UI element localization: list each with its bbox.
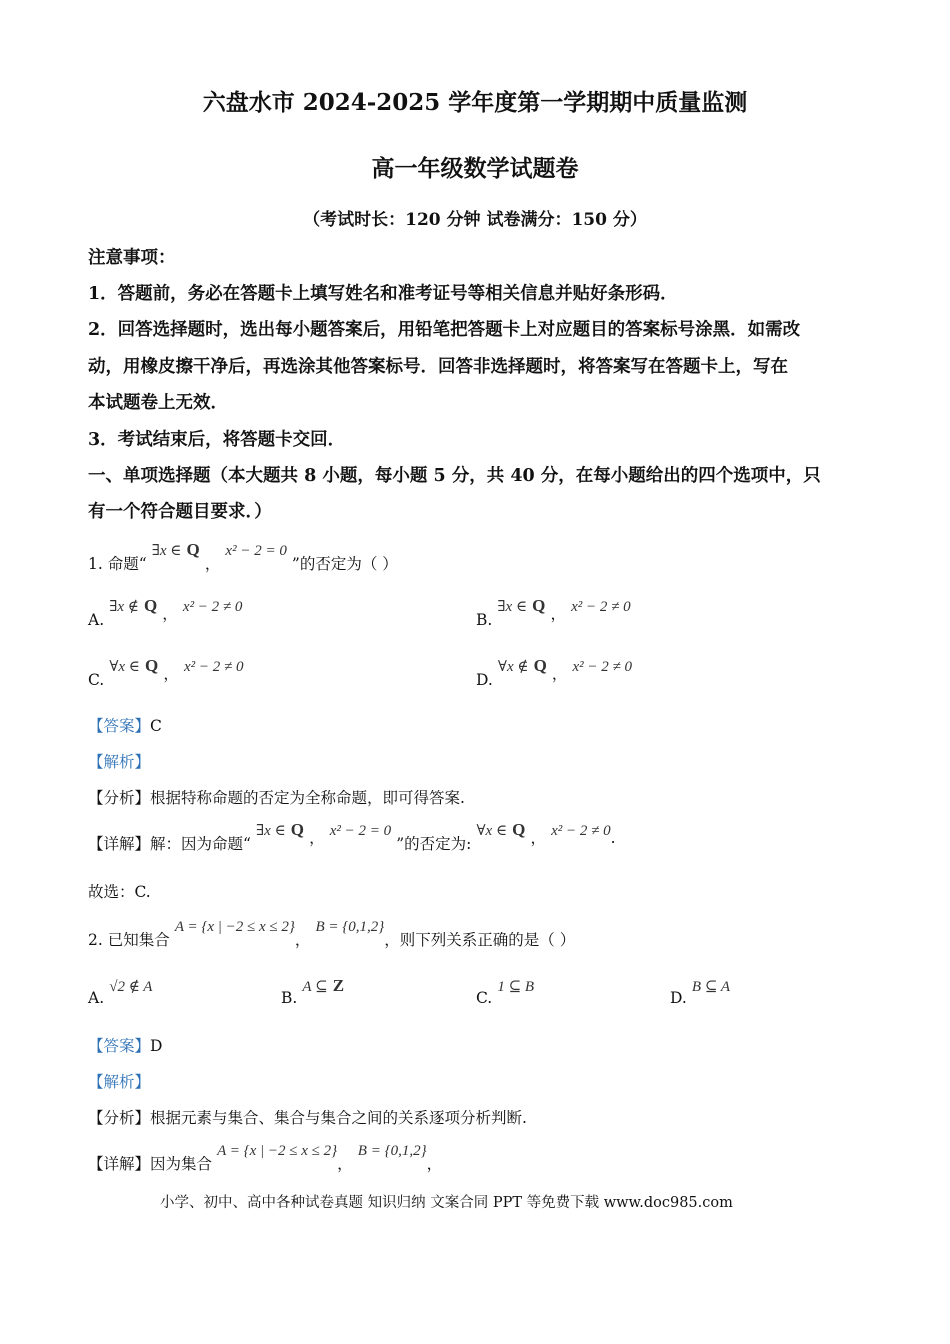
option-math: B ⊆ A [691, 979, 731, 995]
q1-option-d[interactable] [476, 654, 633, 689]
option-set: Q [145, 656, 159, 675]
fenxi-text: 根据特称命题的否定为全称命题，即可得答案. [150, 789, 465, 807]
fenxi-text: 根据元素与集合、集合与集合之间的关系逐项分析判断. [150, 1109, 527, 1127]
detail-prefix: 解：因为命题“ [150, 835, 251, 853]
exam-subtitle: 高一年级数学试题卷 [371, 155, 579, 182]
answer-tag: 【答案】 [88, 717, 151, 735]
q2-set-a: A = {x | −2 ≤ x ≤ 2} [174, 919, 295, 935]
q1-math-exists: ∃x ∈ [151, 543, 182, 559]
notes-item-2-line-3: 本试题卷上无效． [88, 393, 228, 413]
detail-set: Q [512, 820, 526, 839]
fenxi-tag: 【分析】 [88, 1109, 151, 1127]
detail-sep: ， [309, 829, 325, 847]
notes-item-2-line-1: 2．回答选择题时，选出每小题答案后，用铅笔把答题卡上对应题目的答案标号涂黑．如需改 [88, 320, 801, 340]
detail-mid: ”的否定为: [396, 835, 472, 853]
q2-option-b[interactable] [281, 976, 345, 1007]
option-set: Q [532, 596, 546, 615]
option-label: C. [88, 671, 105, 689]
option-set: Q [143, 596, 158, 615]
detail-prefix: 因为集合 [150, 1155, 213, 1173]
option-set: Q [533, 656, 547, 675]
option-sep: ， [163, 665, 179, 683]
q1-comma: ， [204, 555, 221, 573]
option-math: ∀x ∈ [109, 659, 140, 675]
notes-heading: 注意事项： [88, 248, 176, 268]
option-math: x² − 2 ≠ 0 [182, 599, 243, 615]
option-math: ∃x ∈ [497, 599, 528, 615]
q1-option-b[interactable] [476, 594, 631, 629]
detail-end: ， [426, 1155, 443, 1173]
option-math: x² − 2 ≠ 0 [183, 659, 244, 675]
notes-item-2-line-2: 动，用橡皮擦干净后，再选涂其他答案标号．回答非选择题时，将答案写在答题卡上，写在 [88, 357, 788, 377]
detail-math: x² − 2 ≠ 0 [551, 823, 611, 839]
option-math: ∃x ∉ [109, 599, 139, 615]
option-label: A. [88, 611, 105, 629]
notes-item-3: 3．考试结束后，将答题卡交回． [88, 430, 346, 450]
q2-analysis-tag: 【解析】 [88, 1073, 151, 1091]
answer-value: D [150, 1037, 163, 1055]
detail-tag: 【详解】 [88, 1155, 151, 1173]
q1-math-equation: x² − 2 = 0 [225, 543, 287, 559]
notes-item-1: 1．答题前，务必在答题卡上填写姓名和准考证号等相关信息并贴好条形码． [88, 284, 678, 304]
q2-option-d[interactable] [670, 976, 731, 1007]
q2-detail [88, 1138, 443, 1173]
option-math: ∀x ∉ [497, 659, 529, 675]
section-1-line-1: 一、单项选择题（本大题共 8 小题，每小题 5 分，共 40 分，在每小题给出的四个选项中，只 [88, 466, 821, 486]
option-sep: ， [550, 605, 567, 623]
option-math: A ⊆ [302, 979, 328, 995]
q1-conclusion: 故选：C. [88, 883, 151, 901]
question-1 [88, 538, 398, 573]
option-math: √2 ∉ A [109, 979, 153, 995]
option-sep: ， [162, 605, 178, 623]
option-label: A. [88, 989, 105, 1007]
answer-tag: 【答案】 [88, 1037, 151, 1055]
page-footer: 小学、初中、高中各种试卷真题 知识归纳 文案合同 PPT 等免费下载 www.doc985.com [160, 1195, 733, 1211]
q1-option-c[interactable] [88, 654, 244, 689]
q2-option-c[interactable] [476, 976, 535, 1007]
q1-answer [88, 714, 162, 736]
detail-set: Q [290, 820, 305, 839]
q1-detail [88, 818, 616, 853]
q2-comma: ， [294, 931, 311, 949]
detail-sep: ， [530, 829, 546, 847]
section-1-line-2: 有一个符合题目要求．） [88, 502, 272, 522]
detail-set-a: A = {x | −2 ≤ x ≤ 2} [217, 1143, 338, 1159]
option-label: B. [476, 611, 493, 629]
option-label: C. [476, 989, 493, 1007]
q2-prefix: 2. 已知集合 [88, 931, 170, 949]
option-label: D. [476, 671, 493, 689]
exam-info: （考试时长：120 分钟 试卷满分：150 分） [303, 210, 647, 230]
detail-math: x² − 2 = 0 [329, 823, 392, 839]
question-2 [88, 914, 576, 949]
detail-math: ∀x ∈ [476, 823, 508, 839]
option-sep: ， [551, 665, 568, 683]
q2-fenxi [88, 1106, 527, 1128]
exam-title: 六盘水市 2024-2025 学年度第一学期期中质量监测 [202, 89, 748, 116]
detail-set-b: B = {0,1,2} [357, 1143, 427, 1159]
q1-analysis-tag: 【解析】 [88, 753, 151, 771]
q1-suffix: ”的否定为（ ） [291, 555, 398, 573]
detail-sep: ， [337, 1155, 353, 1173]
q1-fenxi [88, 786, 465, 808]
option-math: x² − 2 ≠ 0 [572, 659, 633, 675]
option-math: 1 ⊆ B [497, 979, 535, 995]
fenxi-tag: 【分析】 [88, 789, 151, 807]
option-label: B. [281, 989, 298, 1007]
q1-prefix: 1. 命题“ [88, 555, 147, 573]
q2-option-a[interactable] [88, 976, 153, 1007]
option-set: Z [332, 976, 345, 995]
option-math: x² − 2 ≠ 0 [571, 599, 631, 615]
q2-answer [88, 1034, 162, 1056]
q2-suffix: ，则下列关系正确的是（ ） [384, 931, 576, 949]
option-label: D. [670, 989, 687, 1007]
q1-set-q: Q [186, 540, 200, 559]
detail-tag: 【详解】 [88, 835, 151, 853]
detail-end: . [610, 829, 616, 847]
detail-math: ∃x ∈ [256, 823, 286, 839]
q1-option-a[interactable] [88, 594, 243, 629]
q2-set-b: B = {0,1,2} [315, 919, 385, 935]
answer-value: C [150, 717, 162, 735]
